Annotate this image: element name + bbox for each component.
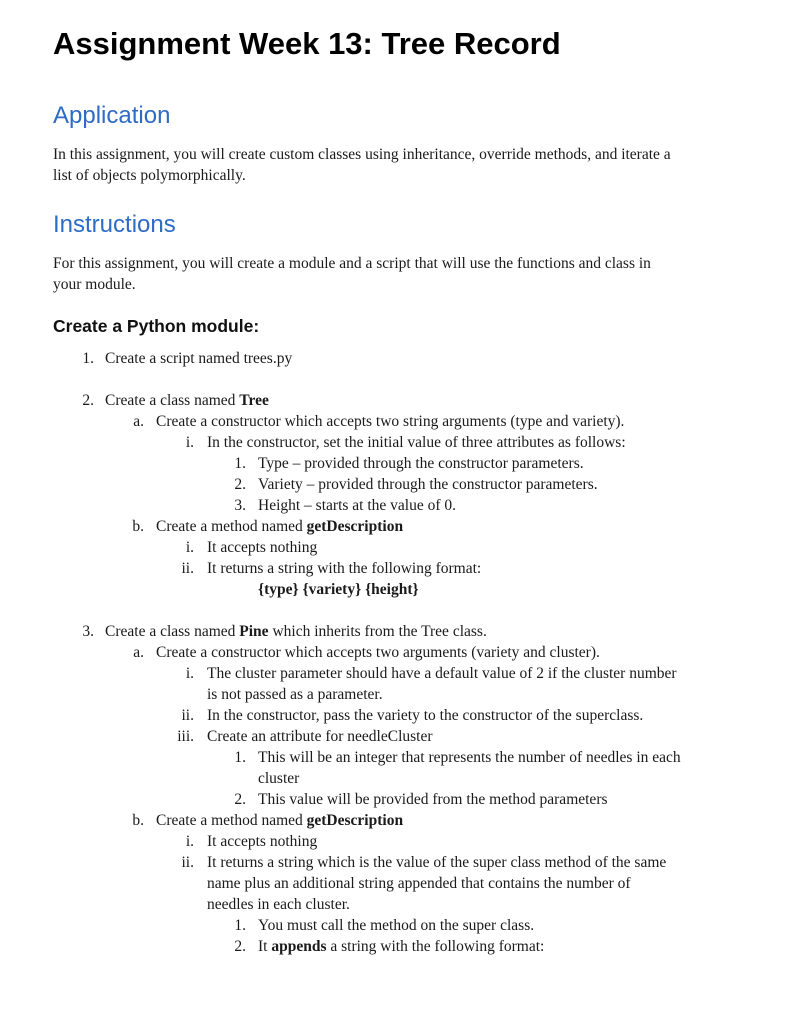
step3bii-line-2: name plus an additional string appended that contains the number of [207, 875, 631, 892]
step2ai2-marker: 2. [234, 476, 246, 493]
step2ai1-text: Type – provided through the constructor parameters. [258, 455, 584, 472]
step2ai-marker: i. [185, 434, 194, 451]
step2bi-marker: i. [185, 539, 194, 556]
instructions-paragraph [53, 253, 651, 295]
step3b-text: Create a method named getDescription [156, 812, 404, 829]
class-name-pine: Pine [239, 623, 269, 640]
step3aiii1-marker: 1. [234, 749, 246, 766]
tree-format-string: {type} {variety} {height} [258, 581, 419, 598]
application-heading: Application [53, 102, 171, 129]
module-heading: Create a Python module: [53, 316, 260, 336]
application-line-2: list of objects polymorphically. [53, 167, 246, 184]
step3ai-marker: i. [185, 665, 194, 682]
step3a-marker: a. [133, 644, 144, 661]
step3a-text: Create a constructor which accepts two arguments (variety and cluster). [156, 644, 600, 661]
method-name-getdescription: getDescription [306, 518, 404, 535]
application-line-1: In this assignment, you will create custom classes using inheritance, override methods, and iterate a [53, 146, 671, 163]
step3aiii2-marker: 2. [234, 791, 246, 808]
step3bii1-marker: 1. [234, 917, 246, 934]
step3aiii-marker: iii. [177, 728, 194, 745]
step3aiii1-line-2: cluster [258, 770, 300, 787]
step3aii-text: In the constructor, pass the variety to the constructor of the superclass. [207, 707, 644, 724]
page-title: Assignment Week 13: Tree Record [53, 26, 561, 61]
step2bii-text: It returns a string with the following format: [207, 560, 482, 577]
step3aiii2-text: This value will be provided from the method parameters [258, 791, 608, 808]
step1-text: Create a script named trees.py [105, 350, 293, 367]
instructions-line-2: your module. [53, 276, 136, 293]
step3-marker: 3. [82, 623, 94, 640]
step3aiii-text: Create an attribute for needleCluster [207, 728, 433, 745]
step3bi-text: It accepts nothing [207, 833, 318, 850]
step2bi-text: It accepts nothing [207, 539, 318, 556]
step3bii2-text: It appends a string with the following format: [258, 938, 545, 955]
step2b-marker: b. [132, 518, 144, 535]
step2ai3-text: Height – starts at the value of 0. [258, 497, 457, 514]
step3ai-line-2: is not passed as a parameter. [207, 686, 383, 703]
step3bii-line-1: It returns a string which is the value of the super class method of the same [207, 854, 667, 871]
step2ai1-marker: 1. [234, 455, 246, 472]
method-name-getdescription-pine: getDescription [306, 812, 404, 829]
appends-emphasis: appends [271, 938, 327, 955]
step3bii1-text: You must call the method on the super class. [258, 917, 535, 934]
step3aiii1-line-1: This will be an integer that represents the number of needles in each [258, 749, 681, 766]
step2ai2-text: Variety – provided through the constructor parameters. [258, 476, 598, 493]
step2ai-text: In the constructor, set the initial value of three attributes as follows: [207, 434, 626, 451]
step3bii-marker: ii. [181, 854, 194, 871]
step2a-marker: a. [133, 413, 144, 430]
class-name-tree: Tree [239, 392, 269, 409]
instructions-line-1: For this assignment, you will create a module and a script that will use the functions and class in [53, 255, 651, 272]
step1-marker: 1. [82, 350, 94, 367]
step3bi-marker: i. [185, 833, 194, 850]
step3bii2-marker: 2. [234, 938, 246, 955]
step2a-text: Create a constructor which accepts two string arguments (type and variety). [156, 413, 625, 430]
step2bii-marker: ii. [181, 560, 194, 577]
step2ai3-marker: 3. [234, 497, 246, 514]
step3bii-line-3: needles in each cluster. [207, 896, 350, 913]
step2-text: Create a class named Tree [105, 392, 269, 409]
step3b-marker: b. [132, 812, 144, 829]
step2-marker: 2. [82, 392, 94, 409]
instructions-heading: Instructions [53, 211, 176, 238]
step3ai-line-1: The cluster parameter should have a default value of 2 if the cluster number [207, 665, 677, 682]
application-paragraph [53, 144, 671, 186]
step2b-text: Create a method named getDescription [156, 518, 404, 535]
step3-text: Create a class named Pine which inherits from the Tree class. [105, 623, 487, 640]
step3aii-marker: ii. [181, 707, 194, 724]
